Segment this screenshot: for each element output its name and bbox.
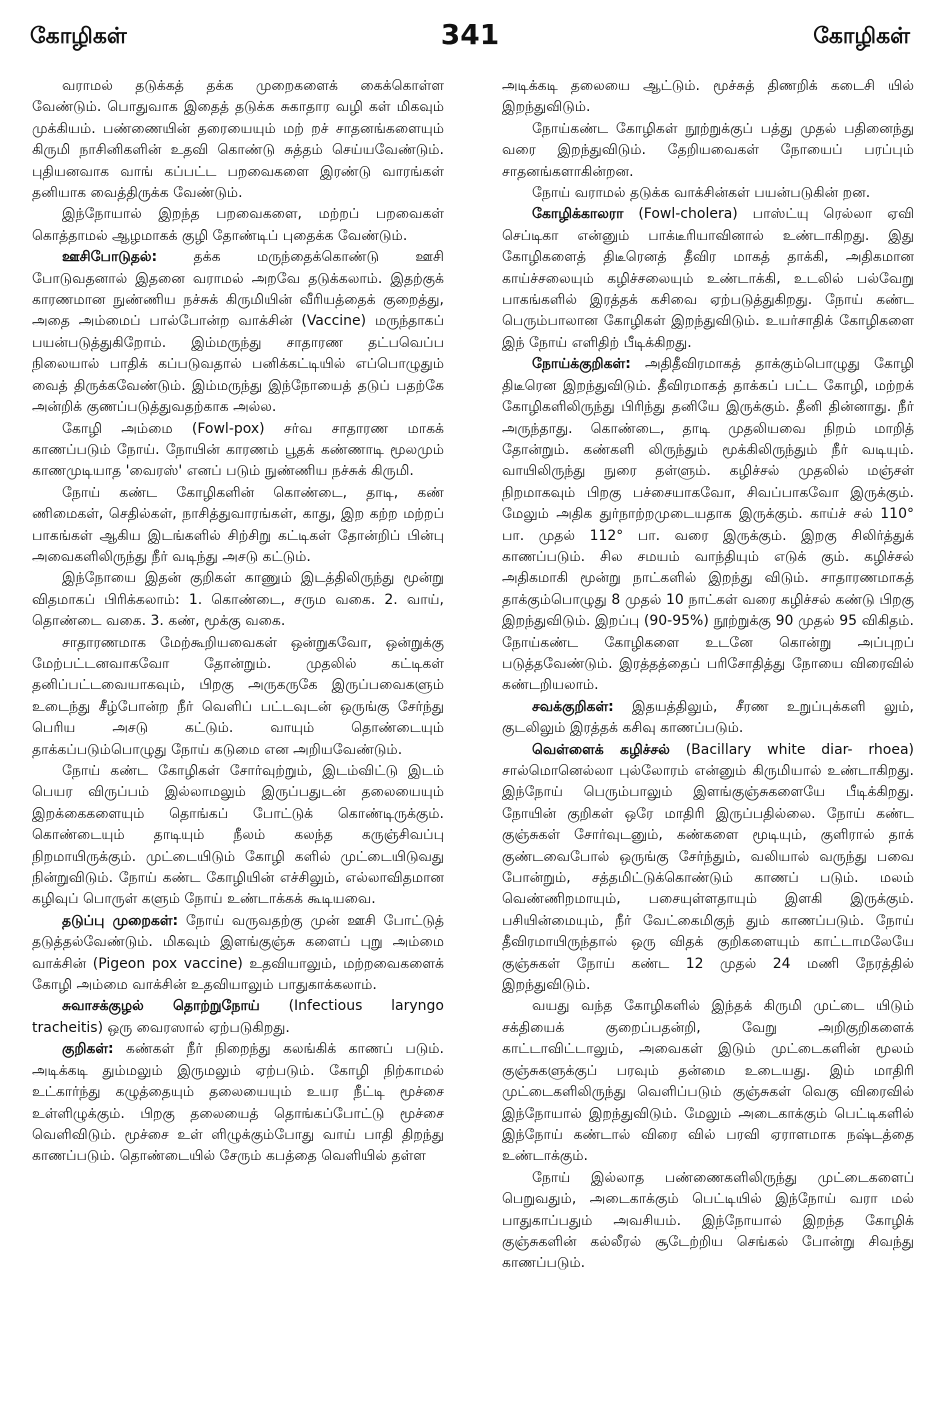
paragraph-text: (Bacillary white diar- rhoea) சால்மொனெல்லா புல்லோரம் என்னும் கிருமியால் உண்டாகிறது. இந்நோய் பெரும்பாலும் இளங்குஞ்சுகளையே பீடிக்கிறது. நோயின் குறிகள் ஒரே மாதிரி இருப்பதில்லை. நோய் கண்ட குஞ்சுகள் சோர்வுடனும், கண்களை மூடியும், குளிரால் தாக் குண்டவைபோல் ஒருங்கு சேர்ந்தும், வலியால் வருந்து பவை போன்றும், சத்தமிட்டுக்கொண்டும் காணப் படும். மலம் வெண்ணிறமாயும், பசையுள்ளதாயும் இளகி இருக்கும். பசியின்மையும், நீர் வேட்கைமிகுந் தும் காணப்படும். நோய் தீவிரமாயிருந்தால் ஒரு விதக் குறிகளையும் காட்டாமலேயே குஞ்சுகள் நோய் கண்ட 12 முதல் 24 மணி நேரத்தில் இறந்துவிடும். [502,741,914,994]
paragraph-heading: தடுப்பு முறைகள்: [62,912,179,929]
paragraph-text: கண்கள் நீர் நிறைந்து கலங்கிக் காணப் படும். அடிக்கடி தும்மலும் இருமலும் ஏற்படும். கோழி நிற்காமல் உட்கார்ந்து கழுத்தையும் தலையையும் உயர நீட்டி மூச்சை உள்ளிழுக்கும். பிறகு தலையைத் தொங்கப்போட்டு மூச்சை வெளிவிடும். மூச்சை உள் ளிழுக்கும்போது வாய் பாதி திறந்து காணப்படும். தொண்டையில் சேரும் கபத்தை வெளியில் தள்ள [32,1041,444,1165]
paragraph-text: வயது வந்த கோழிகளில் இந்தக் கிருமி முட்டை யிடும் சக்தியைக் குறைப்பதன்றி, வேறு அறிகுறிகளைக் காட்டாவிட்டாலும், அவைகள் இடும் முட்டைகளின் மூலம் குஞ்சுகளுக்குப் பரவும் தன்மை உடையது. இம் மாதிரி முட்டைகளிலிருந்து வெளிப்படும் குஞ்சுகள் வெகு விரைவில் இந்நோயால் இறந்துவிடும். மேலும் அடைகாக்கும் பெட்டிகளில் இந்நோய் கண்டால் விரை வில் பரவி ஏராளமாக நஷ்டத்தை உண்டாக்கும். [502,998,914,1165]
paragraph-text: நோய் கண்ட கோழிகள் சோர்வுற்றும், இடம்விட்டு இடம் பெயர விருப்பம் இல்லாமலும் இருப்பதுடன் தலையையும் இறக்கைகளையும் தொங்கப் போட்டுக் கொண்டிருக்கும். கொண்டையும் தாடியும் நீலம் கலந்த கருஞ்சிவப்பு நிறமாயிருக்கும். முட்டையிடும் கோழி களில் முட்டையிடுவது நின்றுவிடும். நோய் கண்ட கோழியின் எச்சிலும், எல்லாவிதமான கழிவுப் பொருள் களும் நோய் உண்டாக்கக் கூடியவை. [32,763,444,908]
paragraph [32,204,444,247]
paragraph [32,761,444,911]
paragraph-text: நோய் வராமல் தடுக்க வாக்சின்கள் பயன்படுகின் றன. [532,185,871,202]
paragraph [502,996,914,1167]
paragraph-text: இந்நோயை இதன் குறிகள் காணும் இடத்திலிருந்து மூன்று விதமாகப் பிரிக்கலாம்: 1. கொண்டை, சரும வகை. 2. வாய், தொண்டை வகை. 3. கண், மூக்கு வகை. [32,570,444,630]
paragraph [32,1039,444,1167]
right-column [502,76,914,1416]
paragraph [502,119,914,183]
left-column [32,76,444,1416]
paragraph-text: (Infectious laryngo tracheitis) ஒரு வைரஸால் ஏற்படுகிறது. [32,998,444,1036]
paragraph-heading: சுவாசக்குழல் தொற்றுநோய் [62,998,260,1015]
paragraph [32,996,444,1039]
paragraph-heading: சவக்குறிகள்: [532,698,614,715]
paragraph [32,247,444,418]
paragraph-text: நோய் இல்லாத பண்ணைகளிலிருந்து முட்டைகளைப் பெறுவதும், அடைகாக்கும் பெட்டியில் இந்நோய் வரா மல் பாதுகாப்பதும் அவசியம். இந்நோயால் இறந்த கோழிக் குஞ்சுகளின் கல்லீரல் சூடேற்றிய செங்கல் போன்று சிவந்து காணப்படும். [502,1169,914,1272]
paragraph-text: தக்க மருந்தைக்கொண்டு ஊசி போடுவதனால் இதனை வராமல் அறவே தடுக்கலாம். இதற்குக் காரணமான நுண்ணிய நச்சுக் கிருமியின் வீரியத்தைக் குறைத்து, அதை அம்மைப் பால்போன்ற வாக்சின் (Vaccine) மருந்தாகப் பயன்படுத்துகிறோம். இம்மருந்து சாதாரண தட்பவெப்ப நிலையால் பாதிக் கப்படுவதால் பனிக்கட்டியில் எப்பொழுதும் வைத் திருக்கவேண்டும். இம்மருந்து இந்நோயைத் தடுப் பதற்கே அன்றிக் குணப்படுத்துவதற்காக அல்ல. [32,249,444,416]
paragraph-heading: வெள்ளைக் கழிச்சல் [532,741,670,758]
paragraph [32,568,444,632]
paragraph [502,204,914,354]
paragraph-text: நோய்கண்ட கோழிகள் நூற்றுக்குப் பத்து முதல் பதினைந்து வரை இறந்துவிடும். தேறியவைகள் நோயைப் பரப்பும் சாதனங்களாகின்றன. [502,120,914,180]
paragraph-text: நோய் வருவதற்கு முன் ஊசி போட்டுத் தடுத்தல்வேண்டும். மிகவும் இளங்குஞ்சு களைப் புறு அம்மை வாக்சின் (Pigeon pox vaccine) உதவியாலும், மற்றவைகளைக் கோழி அம்மை வாக்சின் உதவியாலும் பாதுகாக்கலாம். [32,912,444,994]
paragraph-text: இதயத்திலும், சீரண உறுப்புக்களி லும், குடலிலும் இரத்தக் கசிவு காணப்படும். [502,698,914,737]
paragraph [32,633,444,761]
running-head [30,18,910,62]
paragraph [502,183,914,204]
paragraph [32,911,444,997]
header-left-title: கோழிகள் [30,24,127,49]
paragraph-text: வராமல் தடுக்கத் தக்க முறைகளைக் கைக்கொள்ள வேண்டும். பொதுவாக இதைத் தடுக்க சுகாதார வழி கள் மிகவும் முக்கியம். பண்ணையின் தரையையும் மற் றச் சாதனங்களையும் கிருமி நாசினிகளின் உதவி கொண்டு சுத்தம் செய்யவேண்டும். புதியனவாக வாங் கப்பட்ட பறவைகளை இரண்டு வாரங்கள் தனியாக வைத்திருக்க வேண்டும். [32,78,444,202]
paragraph-heading: குறிகள்: [62,1041,114,1058]
paragraph-heading: கோழிக்காலரா [532,206,624,223]
paragraph [32,76,444,204]
page-number: 341 [440,18,500,51]
paragraph-text: அதிதீவிரமாகத் தாக்கும்பொழுது கோழி திடீரென இறந்துவிடும். தீவிரமாகத் தாக்கப் பட்ட கோழி, மற்றக் கோழிகளிலிருந்து பிரிந்து தனியே இருக்கும். தீனி தின்னாது. நீர் அருந்தாது. கொண்டை, தாடி முதலியவை நிறம் மாறித் தோன்றும். கண்களி லிருந்தும் மூக்கிலிருந்தும் நீர் வடியும். வாயிலிருந்து நுரை தள்ளும். கழிச்சல் முதலில் மஞ்சள் நிறமாகவும் பிறகு பச்சையாகவோ, சிவப்பாகவோ இருக்கும். மேலும் அதிக துர்நாற்றமுடையதாக இருக்கும். காய்ச் சல் 110° பா. முதல் 112° பா. வரை இருக்கும். இறகு சிலிர்த்துக் காணப்படும். சில சமயம் வாந்தியும் எடுக் கும். கழிச்சல் அதிகமாகி மூன்று நாட்களில் இறந்து விடும். சாதாரணமாகத் தாக்கும்பொழுது 8 முதல் 10 நாட்கள் வரை கழிச்சல் கண்டு பிறகு இறந்துவிடும். இறப்பு (90-95%) நூற்றுக்கு 90 முதல் 95 விகிதம். நோய்கண்ட கோழிகளை உடனே கொன்று அப்புறப் படுத்தவேண்டும். இரத்தத்தைப் பரிசோதித்து நோயை விரைவில் கண்டறியலாம். [502,356,914,694]
paragraph-heading: ஊசிபோடுதல்: [62,249,158,266]
header-right-title: கோழிகள் [813,24,910,49]
paragraph [32,483,444,569]
paragraph-text: நோய் கண்ட கோழிகளின் கொண்டை, தாடி, கண் ணிமைகள், செதில்கள், நாசித்துவாரங்கள், காது, இற கற்ற மற்றப் பாகங்கள் ஆகிய இடங்களில் சிற்சிறு கட்டிகள் தோன்றிப் பின்பு அவைகளிலிருந்து நீர் வடிந்து அசடு கட்டும். [32,484,444,565]
paragraph-text: (Fowl-cholera) பாஸ்ட்யு ரெல்லா ஏவி செப்டிகா என்னும் பாக்டீரியாவினால் உண்டாகிறது. இது கோழிகளைத் திடீரெனத் தீவிர மாகத் தாக்கி, அதிகமான காய்ச்சலையும் கழிச்சலையும் உண்டாக்கி, உடலில் பல்வேறு பாகங்களில் இரத்தக் கசிவை ஏற்படுத்துகிறது. நோய் கண்ட பெரும்பாலான கோழிகள் இறந்துவிடும். உயர்சாதிக் கோழிகளை இந் நோய் எளிதிற் பீடிக்கிறது. [502,206,914,351]
paragraph [502,76,914,119]
paragraph-text: சாதாரணமாக மேற்கூறியவைகள் ஒன்றுகவோ, ஒன்றுக்கு மேற்பட்டனவாகவோ தோன்றும். முதலில் கட்டிகள் தனிப்பட்டவையாகவும், பிறகு அருகருகே இருப்பவைகளும் உடைந்து சீழ்போன்ற நீர் வெளிப் பட்டவுடன் ஒருங்கு சேர்ந்து பெரிய அசடு கட்டும். வாயும் தொண்டையும் தாக்கப்படும்பொழுது நோய் கடுமை என அறியவேண்டும். [32,634,444,758]
paragraph [502,697,914,740]
paragraph-heading: நோய்க்குறிகள்: [532,356,631,373]
paragraph [502,740,914,997]
paragraph-text: அடிக்கடி தலையை ஆட்டும். மூச்சுத் திணறிக் கடைசி யில் இறந்துவிடும். [502,78,914,116]
paragraph [502,354,914,697]
paragraph [32,419,444,483]
paragraph-text: கோழி அம்மை (Fowl-pox) சர்வ சாதாரண மாகக் காணப்படும் நோய். நோயின் காரணம் பூதக் கண்ணாடி மூலமும் காணமுடியாத 'வைரஸ்' எனப் படும் நுண்ணிய நச்சுக் கிருமி. [32,420,444,480]
paragraph-text: இந்நோயால் இறந்த பறவைகளை, மற்றப் பறவைகள் கொத்தாமல் ஆழமாகக் குழி தோண்டிப் புதைக்க வேண்டும். [32,206,444,244]
paragraph [502,1168,914,1275]
